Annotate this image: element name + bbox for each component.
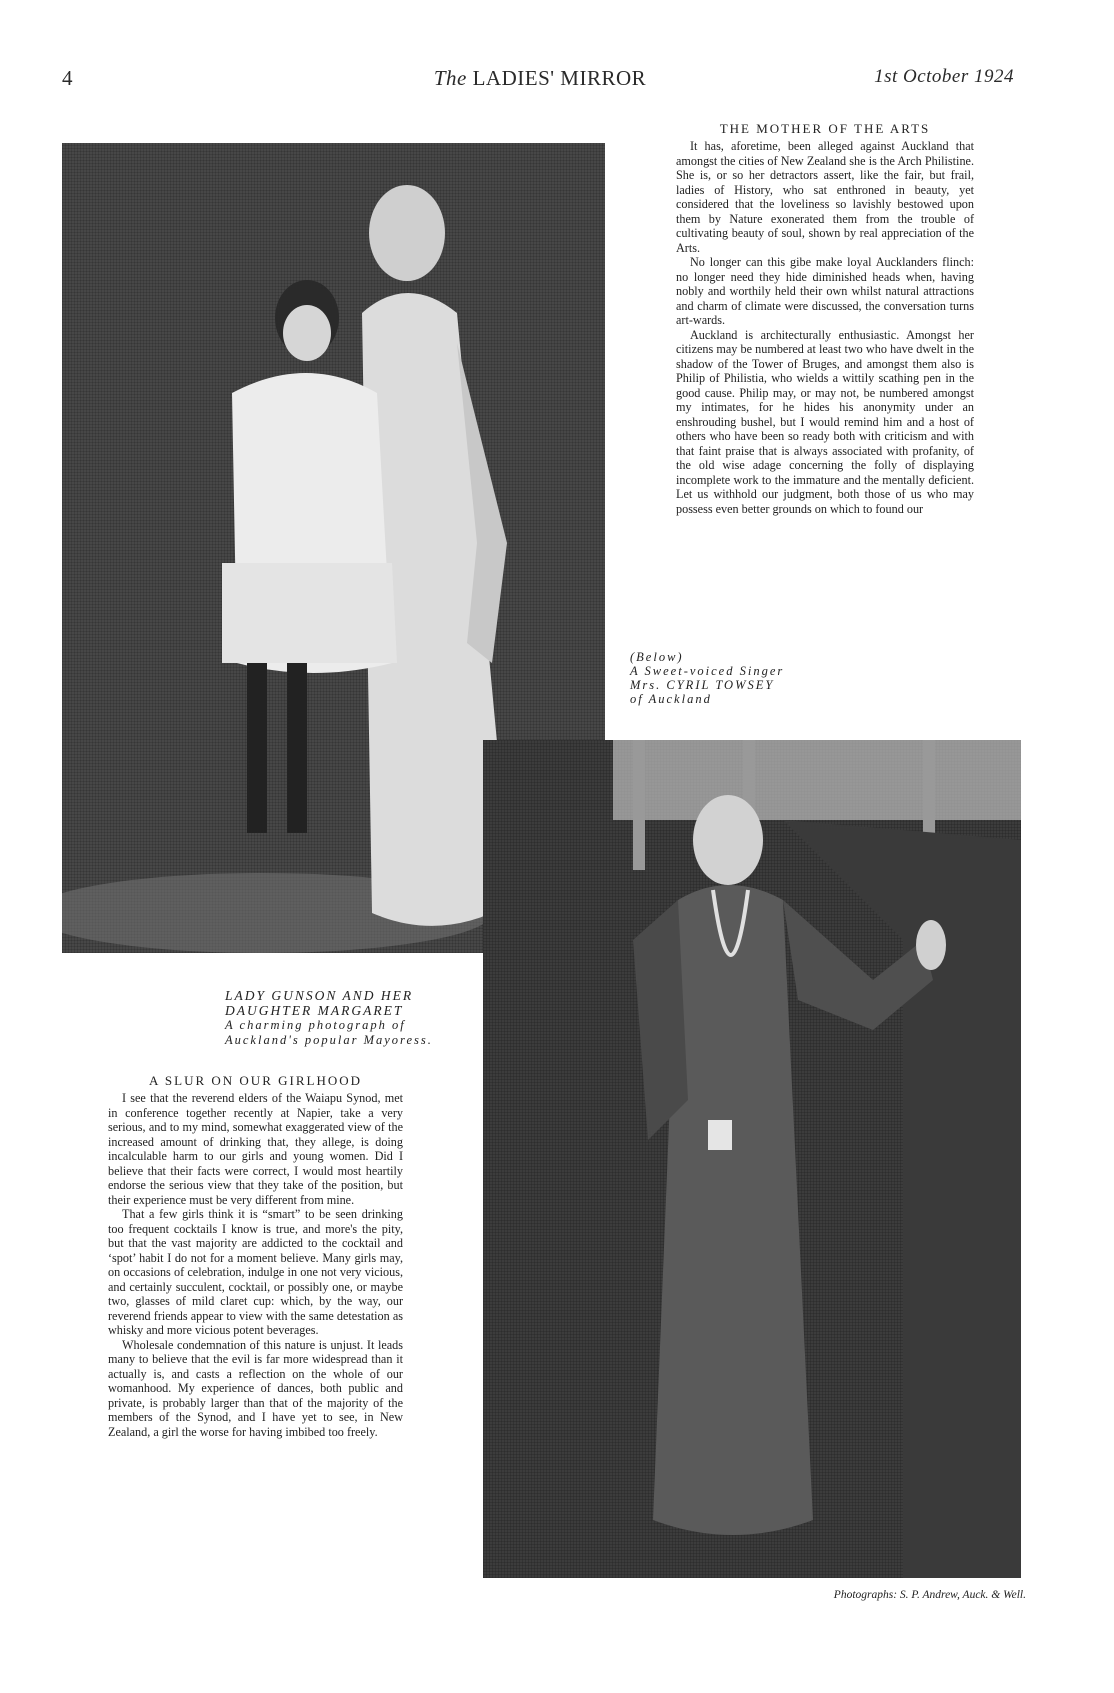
- caption-gunson: [225, 988, 465, 1048]
- article-paragraph: Auckland is architecturally enthusiastic. Amongst her citizens may be numbered at least two who have dwelt in the shadow of the Tower of Bruges, and amongst them also is Philip of Philistia, who wields a wittily scathing pen in the good cause. Philip may, or may not, be numbered amongst my intimates, for he hides his anonymity under an enshrouding bushel, but I would remind him and a host of others who have been so ready both with criticism and with that faint praise that is always associated with profanity, of the old wise adage concerning the folly of displaying incomplete work to the immature and the mentally deficient. Let us withhold our judgment, both those of us who may possess even better grounds on which to found our: [676, 327, 974, 516]
- caption-line: DAUGHTER MARGARET: [225, 1003, 404, 1018]
- article-heading: THE MOTHER OF THE ARTS: [719, 121, 931, 136]
- article-paragraph: No longer can this gibe make loyal Aucklanders flinch: no longer need they hide diminished heads when, having nobly and worthily held their own whilst natural attractions and charm of climate were discussed, the conversation turns art-wards.: [676, 255, 974, 327]
- caption-singer: [630, 650, 890, 706]
- photo-credit: Photographs: S. P. Andrew, Auck. & Well.: [833, 1589, 1026, 1601]
- article-paragraph: That a few girls think it is “smart” to be seen drinking too frequent cocktails I know is true, and more's the pity, but that the vast majority are addicted to the cocktail and ‘spot’ habit I do not for a moment believe. Many girls may, on occasions of celebration, indulge in one not very vicious, and certainly succulent, cocktail, or possibly one, or maybe two, glasses of mild claret cup: which, by the way, our reverend friends appear to view with the same detestation as whisky and more vicious potent beverages.: [108, 1207, 403, 1337]
- article-slur-girlhood: [108, 1073, 403, 1439]
- caption-line: Auckland's popular Mayoress.: [225, 1033, 433, 1047]
- article-paragraph: Wholesale condemnation of this nature is unjust. It leads many to believe that the evil is far more widespread than it actually is, and casts a reflection on the whole of our womanhood. My experience of dances, both public and private, is probably larger than that of the majority of the members of the Synod, and I have yet to see, in New Zealand, a girl the worse for having imbibed too freely.: [108, 1337, 403, 1439]
- caption-line: (Below): [630, 650, 684, 664]
- caption-line: A charming photograph of: [225, 1018, 406, 1032]
- article-heading: A SLUR ON OUR GIRLHOOD: [148, 1073, 362, 1088]
- caption-line: Mrs. CYRIL TOWSEY: [630, 678, 775, 692]
- article-mother-of-arts: [676, 121, 974, 516]
- masthead-title: LADIES' MIRROR: [472, 66, 647, 90]
- caption-line: LADY GUNSON AND HER: [225, 988, 414, 1003]
- caption-line: of Auckland: [630, 692, 712, 706]
- article-paragraph: It has, aforetime, been alleged against Auckland that amongst the cities of New Zealand she is the Arch Philistine. She is, or so her detractors assert, like the fair, but frail, ladies of History, who sat enthroned in beauty, yet considered that the loveliness so lavishly bestowed upon them by Nature exonerated them from the trouble of cultivating beauty of soul, shown by real appreciation of the Arts.: [676, 139, 974, 255]
- issue-date: 1st October 1924: [874, 66, 1014, 87]
- masthead-prefix: The: [433, 66, 467, 90]
- article-paragraph: I see that the reverend elders of the Waiapu Synod, met in conference together recently at Napier, take a very serious, and to my mind, somewhat exaggerated view of the increased amount of drinking that, they allege, is doing incalculable harm to our girls and young women. Did I believe that their facts were correct, I would most heartily endorse the serious view that they take of the position, but their experience must be very different from mine.: [108, 1091, 403, 1207]
- page-number: 4: [62, 66, 73, 90]
- caption-line: A Sweet-voiced Singer: [630, 664, 785, 678]
- photo-towsey: [483, 740, 1021, 1578]
